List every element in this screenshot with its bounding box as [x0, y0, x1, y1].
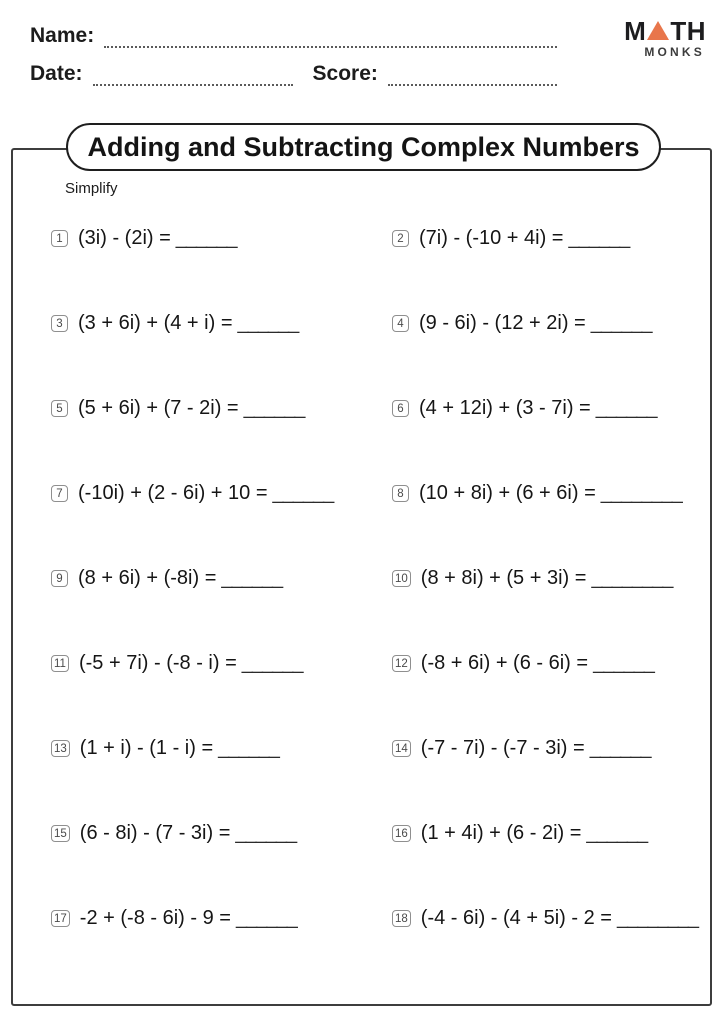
problem-number-badge: 7 [51, 485, 68, 502]
problem-item [392, 819, 702, 848]
score-input-line[interactable] [388, 66, 557, 86]
problem-expression: (3i) - (2i) = [78, 227, 171, 249]
answer-blank[interactable]: ______ [175, 227, 237, 249]
answer-blank[interactable]: ________ [600, 482, 682, 504]
problem-number-badge: 13 [51, 740, 70, 757]
problem-item [392, 904, 702, 933]
problem-item [51, 649, 392, 678]
problem-number-badge: 4 [392, 315, 409, 332]
problem-expression: (7i) - (-10 + 4i) = [419, 227, 564, 249]
problem-expression: -2 + (-8 - 6i) - 9 = [79, 907, 231, 929]
problem-item [51, 479, 392, 508]
header [30, 24, 557, 86]
problem-number-badge: 16 [392, 825, 411, 842]
name-label: Name: [30, 24, 95, 47]
problem-expression: (10 + 8i) + (6 + 6i) = [419, 482, 596, 504]
title-pill [66, 123, 661, 171]
worksheet-title: Adding and Subtracting Complex Numbers [87, 131, 640, 162]
answer-blank[interactable]: ______ [241, 652, 303, 674]
answer-blank[interactable]: ______ [590, 312, 652, 334]
problem-item [51, 309, 392, 338]
problem-item [51, 394, 392, 423]
problem-item [392, 224, 702, 253]
answer-blank[interactable]: ______ [235, 822, 297, 844]
problem-number-badge: 9 [51, 570, 68, 587]
instruction-text: Simplify [65, 180, 118, 197]
problem-number-badge: 11 [51, 655, 69, 672]
logo-math-text [614, 18, 706, 44]
logo-monks-text: MONKS [644, 45, 705, 59]
name-input-line[interactable] [104, 28, 557, 48]
problem-number-badge: 6 [392, 400, 409, 417]
problem-item [51, 904, 392, 933]
problem-number-badge: 8 [392, 485, 409, 502]
answer-blank[interactable]: ______ [218, 737, 279, 759]
problem-number-badge: 15 [51, 825, 70, 842]
answer-blank[interactable]: ________ [616, 907, 698, 929]
problem-item [392, 479, 702, 508]
problem-item [51, 819, 392, 848]
problem-expression: (4 + 12i) + (3 - 7i) = [419, 397, 591, 419]
answer-blank[interactable]: ______ [568, 227, 630, 249]
answer-blank[interactable]: ______ [237, 312, 299, 334]
date-score-row [30, 62, 557, 86]
problem-expression: (-10i) + (2 - 6i) + 10 = [78, 482, 268, 504]
answer-blank[interactable]: ______ [586, 822, 648, 844]
problem-number-badge: 10 [392, 570, 411, 587]
problems-grid [51, 224, 702, 933]
problem-expression: (1 + i) - (1 - i) = [79, 737, 214, 759]
problem-item [392, 734, 702, 763]
date-input-line[interactable] [93, 66, 293, 86]
answer-blank[interactable]: ______ [589, 737, 651, 759]
date-label: Date: [30, 62, 83, 85]
problem-expression: (1 + 4i) + (6 - 2i) = [420, 822, 582, 844]
problem-item [392, 649, 702, 678]
problem-item [392, 394, 702, 423]
problem-expression: (9 - 6i) - (12 + 2i) = [419, 312, 586, 334]
problem-number-badge: 18 [392, 910, 411, 927]
problem-number-badge: 1 [51, 230, 68, 247]
problem-expression: (-7 - 7i) - (-7 - 3i) = [420, 737, 585, 759]
problem-expression: (6 - 8i) - (7 - 3i) = [79, 822, 231, 844]
problem-expression: (3 + 6i) + (4 + i) = [78, 312, 233, 334]
problem-number-badge: 5 [51, 400, 68, 417]
score-label: Score: [312, 62, 378, 85]
problem-item [392, 309, 702, 338]
problem-item [392, 564, 702, 593]
answer-blank[interactable]: ______ [595, 397, 657, 419]
worksheet-box [11, 131, 712, 1006]
problem-expression: (8 + 8i) + (5 + 3i) = [420, 567, 587, 589]
logo-letters-th: TH [670, 16, 706, 46]
name-row [30, 24, 557, 48]
problem-expression: (-5 + 7i) - (-8 - i) = [78, 652, 237, 674]
problem-item [51, 564, 392, 593]
problem-item [51, 734, 392, 763]
problem-expression: (-8 + 6i) + (6 - 6i) = [420, 652, 589, 674]
answer-blank[interactable]: ________ [591, 567, 673, 589]
problem-expression: (-4 - 6i) - (4 + 5i) - 2 = [420, 907, 612, 929]
problem-expression: (8 + 6i) + (-8i) = [78, 567, 217, 589]
math-monks-logo [614, 18, 706, 59]
answer-blank[interactable]: ______ [593, 652, 654, 674]
problem-number-badge: 12 [392, 655, 411, 672]
logo-triangle-icon [647, 21, 669, 40]
answer-blank[interactable]: ______ [235, 907, 297, 929]
answer-blank[interactable]: ______ [272, 482, 334, 504]
logo-letter-m: M [624, 16, 647, 46]
problem-number-badge: 14 [392, 740, 411, 757]
problem-number-badge: 3 [51, 315, 68, 332]
problem-expression: (5 + 6i) + (7 - 2i) = [78, 397, 239, 419]
answer-blank[interactable]: ______ [243, 397, 305, 419]
problem-number-badge: 2 [392, 230, 409, 247]
problem-number-badge: 17 [51, 910, 70, 927]
problem-item [51, 224, 392, 253]
answer-blank[interactable]: ______ [221, 567, 283, 589]
